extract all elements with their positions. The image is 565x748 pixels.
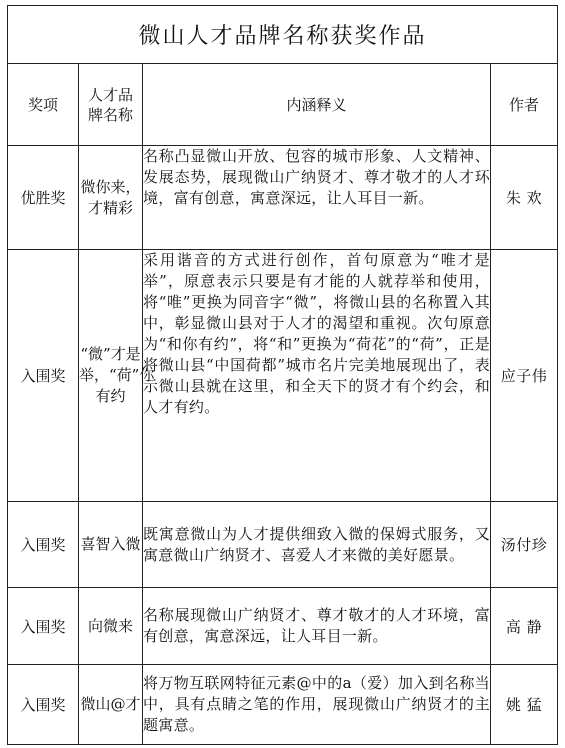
author-name: 高 静	[505, 617, 543, 636]
meaning-cell: 名称凸显微山开放、包容的城市形象、人文精神、发展态势，展现微山广纳贤才、尊才敬才的人才环境，富有创意，寓意深远，让人耳目一新。	[143, 146, 491, 250]
award-cell: 优胜奖	[8, 146, 79, 250]
award-cell: 入围奖	[8, 588, 79, 665]
name-cell: 向微来	[79, 588, 143, 665]
meaning-cell: 采用谐音的方式进行创作，首句原意为“唯才是举”，原意表示只要是有才能的人就荐举和使用，将“唯”更换为同音字“微”，将微山县的名称置入其中，彰显微山县对于人才的渴望和重视。次句原意为“和你有约”，将“和”更换为“荷花”的“荷”，正是将微山县“中国荷都”城市名片完美地展现出了，表示微山县就在这里，和全天下的贤才有个约会，和人才有约。	[143, 250, 491, 502]
header-author: 作者	[491, 64, 558, 146]
table-row	[8, 502, 558, 588]
author-name: 姚 猛	[505, 696, 543, 714]
author-cell	[491, 146, 558, 250]
author-name: 汤付珍	[500, 536, 548, 554]
award-cell: 入围奖	[8, 665, 79, 745]
author-cell	[491, 502, 558, 588]
author-cell	[491, 250, 558, 502]
table-row	[8, 665, 558, 745]
table-row	[8, 250, 558, 502]
author-name: 应子伟	[500, 367, 548, 385]
header-row	[8, 64, 558, 146]
meaning-cell: 既寓意微山为人才提供细致入微的保姆式服务，又寓意微山广纳贤才、喜爱人才来微的美好愿景。	[143, 502, 491, 588]
meaning-cell: 名称展现微山广纳贤才、尊才敬才的人才环境，富有创意，寓意深远，让人耳目一新。	[143, 588, 491, 665]
title-row	[8, 6, 558, 64]
table-title: 微山人才品牌名称获奖作品	[8, 6, 558, 64]
award-cell: 入围奖	[8, 250, 79, 502]
name-cell: 微你来，才精彩	[79, 146, 143, 250]
meaning-cell: 将万物互联网特征元素@中的a（爱）加入到名称当中，具有点睛之笔的作用，展现微山广纳贤才的主题寓意。	[143, 665, 491, 745]
name-cell: 微山@才	[79, 665, 143, 745]
header-award: 奖项	[8, 64, 79, 146]
header-meaning: 内涵释义	[143, 64, 491, 146]
header-name: 人才品牌名称	[79, 64, 143, 146]
name-cell: “微”才是举，“荷”你有约	[79, 250, 143, 502]
name-cell: 喜智入微	[79, 502, 143, 588]
author-name: 朱 欢	[505, 189, 543, 207]
author-cell	[491, 588, 558, 665]
author-cell	[491, 665, 558, 745]
table-row	[8, 588, 558, 665]
award-cell: 入围奖	[8, 502, 79, 588]
awards-table	[7, 5, 558, 745]
table-row	[8, 146, 558, 250]
